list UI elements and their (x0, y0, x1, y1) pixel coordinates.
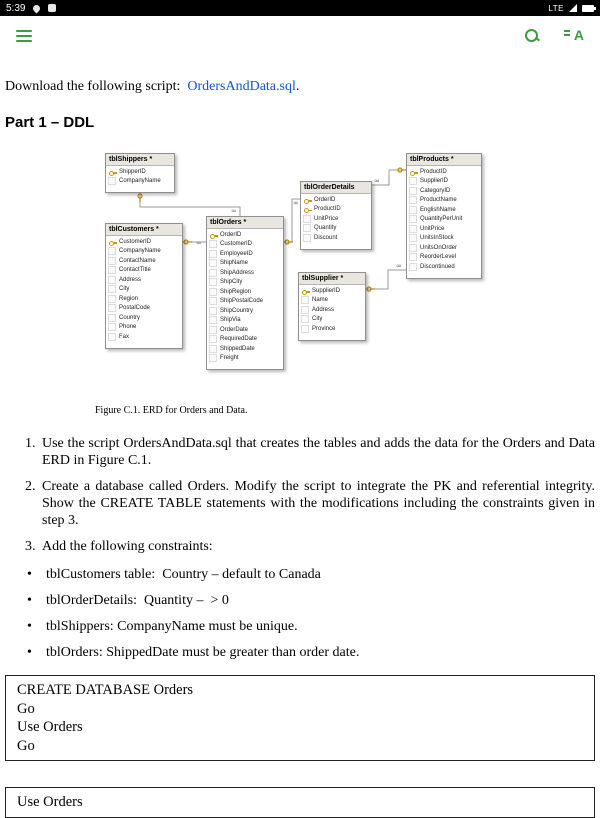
erd-field-row (301, 195, 371, 205)
sql-line: Use Orders (17, 719, 83, 735)
erd-entity-title: tblSupplier * (299, 273, 365, 285)
erd-field-row (207, 230, 283, 240)
svg-text:∞: ∞ (231, 207, 237, 215)
field-key-icon (409, 215, 417, 223)
field-key-icon (409, 168, 417, 176)
erd-field-name: ReorderLevel (420, 254, 457, 261)
erd-field-name: ProductID (314, 206, 341, 213)
erd-entity[interactable] (298, 272, 366, 341)
sql-line: Go (17, 737, 35, 754)
erd-field-row (407, 234, 481, 244)
erd-field-row (407, 177, 481, 187)
erd-field-row (106, 256, 182, 266)
search-icon[interactable] (524, 28, 540, 44)
field-key-icon (108, 247, 116, 255)
erd-entity-title: tblOrders * (207, 217, 283, 229)
erd-field-name: SupplierID (312, 287, 341, 294)
intro-text: Download the following script: (5, 79, 188, 94)
instruction-text: Add the following constraints: (42, 539, 213, 554)
erd-field-name: RequiredDate (220, 336, 258, 343)
erd-field-name: ShipPostalCode (220, 298, 264, 305)
erd-entity-title: tblOrderDetails (301, 182, 371, 194)
menu-icon[interactable] (16, 30, 32, 42)
field-key-icon (108, 257, 116, 265)
erd-field-row (207, 287, 283, 297)
intro-line (5, 78, 595, 95)
erd-field-name: Discontinued (420, 263, 455, 270)
erd-field-name: ProductID (420, 168, 447, 175)
network-type-label: LTE (548, 3, 564, 13)
field-key-icon (301, 315, 309, 323)
field-key-icon (303, 234, 311, 242)
constraint-item (27, 644, 595, 661)
svg-text:∞: ∞ (196, 239, 202, 247)
location-icon (32, 3, 42, 13)
part1-heading: Part 1 – DDL (5, 114, 95, 131)
erd-field-name: UnitsOnOrder (420, 244, 458, 251)
field-key-icon (409, 263, 417, 271)
field-key-icon (409, 253, 417, 261)
erd-field-row (106, 275, 182, 285)
erd-field-row (207, 335, 283, 345)
erd-field-row (106, 247, 182, 257)
constraint-text: • tblOrderDetails: Quantity – > 0 (46, 593, 229, 608)
erd-field-name: CustomerID (119, 238, 152, 245)
erd-field-name: ShippedDate (220, 345, 255, 352)
field-key-icon (209, 326, 217, 334)
erd-field-row (407, 262, 481, 272)
erd-field-row (207, 306, 283, 316)
instruction-text: Use the script OrdersAndData.sql that creates the tables and adds the data for the Orders and Data ERD in Figure C.1. (42, 436, 595, 468)
erd-field-row (106, 323, 182, 333)
instruction-text: Create a database called Orders. Modify the script to integrate the PK and referential integrity. Show the CREATE TABLE statements with the modifications including the constraints given in step 3. (42, 479, 595, 528)
erd-field-name: SupplierID (420, 178, 449, 185)
erd-field-name: OrderID (314, 196, 336, 203)
constraint-item (27, 566, 595, 583)
erd-field-name: PostalCode (119, 305, 151, 312)
erd-field-row (407, 196, 481, 206)
field-key-icon (303, 215, 311, 223)
field-key-icon (303, 205, 311, 213)
field-key-icon (209, 316, 217, 324)
erd-field-row (299, 315, 365, 325)
field-key-icon (108, 266, 116, 274)
erd-entity[interactable] (406, 153, 482, 279)
erd-field-row (207, 354, 283, 364)
erd-field-name: CompanyName (119, 248, 161, 255)
erd-field-name: ProductName (420, 197, 457, 204)
erd-field-name: City (119, 286, 130, 293)
field-key-icon (108, 333, 116, 341)
erd-entity[interactable] (206, 216, 284, 370)
figure-caption: Figure C.1. ERD for Orders and Data. (95, 405, 248, 416)
erd-field-name: ShipCountry (220, 307, 254, 314)
erd-field-row (301, 214, 371, 224)
erd-field-row (106, 285, 182, 295)
erd-field-row (106, 237, 182, 247)
erd-field-row (407, 205, 481, 215)
erd-field-name: Address (119, 276, 142, 283)
constraint-item (27, 592, 595, 609)
field-key-icon (209, 288, 217, 296)
erd-field-row (407, 243, 481, 253)
field-key-icon (409, 244, 417, 252)
sql-line: Go (17, 700, 35, 717)
sql-code-box-1 (5, 675, 595, 761)
erd-entity-title: tblCustomers * (106, 224, 182, 236)
field-key-icon (209, 278, 217, 286)
instruction-item (5, 478, 595, 529)
script-download-link[interactable]: OrdersAndData.sql (187, 79, 296, 94)
erd-field-row (407, 186, 481, 196)
erd-field-row (106, 167, 174, 177)
erd-field-name: Address (312, 306, 335, 313)
erd-field-row (207, 344, 283, 354)
field-key-icon (108, 238, 116, 246)
field-key-icon (409, 177, 417, 185)
erd-field-name: EmployeeID (220, 250, 253, 257)
field-key-icon (108, 285, 116, 293)
field-key-icon (409, 187, 417, 195)
erd-field-name: Quantity (314, 225, 337, 232)
field-key-icon (108, 276, 116, 284)
erd-field-name: UnitsInStock (420, 235, 454, 242)
erd-field-row (106, 266, 182, 276)
field-key-icon (301, 325, 309, 333)
field-key-icon (409, 206, 417, 214)
field-key-icon (108, 177, 116, 185)
erd-field-row (407, 253, 481, 263)
erd-field-name: City (312, 316, 323, 323)
font-settings-icon[interactable]: A (564, 27, 584, 44)
erd-field-name: Phone (119, 324, 137, 331)
erd-entity[interactable] (105, 223, 183, 349)
field-key-icon (108, 323, 116, 331)
svg-text:∞: ∞ (396, 262, 402, 270)
constraint-text: • tblShippers: CompanyName must be unique. (46, 619, 298, 634)
erd-field-name: ShipperID (119, 168, 146, 175)
field-key-icon (209, 269, 217, 277)
intro-suffix: . (295, 79, 300, 94)
erd-entity[interactable] (105, 153, 175, 193)
erd-field-row (207, 316, 283, 326)
instruction-number: 2. (25, 479, 36, 494)
sql-line: CREATE DATABASE Orders (17, 682, 194, 698)
erd-field-name: Region (119, 295, 139, 302)
instruction-list (5, 435, 595, 555)
erd-field-row (106, 304, 182, 314)
field-key-icon (209, 259, 217, 267)
sql-line: Use Orders (17, 794, 83, 810)
svg-text:∞: ∞ (293, 199, 299, 207)
erd-field-row (299, 324, 365, 334)
erd-field-name: Country (119, 314, 141, 321)
erd-field-name: UnitPrice (420, 225, 445, 232)
erd-field-row (106, 332, 182, 342)
erd-entity-title: tblShippers * (106, 154, 174, 166)
erd-field-name: Province (312, 325, 336, 332)
erd-field-row (301, 224, 371, 234)
constraint-text: • tblOrders: ShippedDate must be greater than order date. (46, 645, 360, 660)
erd-field-name: EnglishName (420, 206, 456, 213)
erd-field-name: ShipAddress (220, 269, 255, 276)
erd-field-row (207, 259, 283, 269)
erd-field-name: ContactTitle (119, 267, 151, 274)
field-key-icon (108, 304, 116, 312)
erd-entity-title: tblProducts * (407, 154, 481, 166)
field-key-icon (409, 196, 417, 204)
erd-field-name: CompanyName (119, 178, 161, 185)
erd-field-row (299, 286, 365, 296)
erd-field-row (299, 296, 365, 306)
svg-text:∞: ∞ (374, 177, 380, 185)
field-key-icon (409, 225, 417, 233)
erd-field-name: CategoryID (420, 187, 451, 194)
constraint-list (5, 566, 595, 661)
erd-field-row (106, 177, 174, 187)
erd-field-row (106, 313, 182, 323)
erd-field-row (106, 294, 182, 304)
instruction-number: 1. (25, 436, 36, 451)
field-key-icon (209, 335, 217, 343)
erd-field-name: Fax (119, 333, 130, 340)
battery-icon (582, 5, 594, 12)
erd-field-row (407, 167, 481, 177)
document-page (0, 78, 600, 818)
erd-field-name: QuantityPerUnit (420, 216, 463, 223)
erd-field-row (301, 205, 371, 215)
erd-field-name: CustomerID (220, 241, 253, 248)
erd-field-row (407, 215, 481, 225)
erd-field-row (207, 278, 283, 288)
instruction-number: 3. (25, 539, 36, 554)
field-key-icon (303, 224, 311, 232)
clock: 5:39 (6, 2, 26, 14)
erd-field-name: UnitPrice (314, 215, 339, 222)
field-key-icon (108, 295, 116, 303)
erd-field-name: Discount (314, 234, 338, 241)
field-key-icon (301, 287, 309, 295)
field-key-icon (209, 345, 217, 353)
erd-field-row (207, 325, 283, 335)
instruction-item (5, 538, 595, 555)
field-key-icon (209, 297, 217, 305)
field-key-icon (301, 306, 309, 314)
erd-field-name: ShipName (220, 260, 249, 267)
field-key-icon (303, 196, 311, 204)
erd-field-name: ContactName (119, 257, 156, 264)
app-toolbar (0, 16, 600, 55)
erd-diagram (5, 139, 595, 389)
sql-code-box-2 (5, 787, 595, 818)
erd-field-name: ShipCity (220, 279, 243, 286)
constraint-item (27, 618, 595, 635)
instruction-item (5, 435, 595, 469)
field-key-icon (409, 234, 417, 242)
erd-connectors (5, 139, 595, 389)
erd-field-name: Freight (220, 355, 239, 362)
erd-field-name: ShipRegion (220, 288, 252, 295)
field-key-icon (209, 231, 217, 239)
field-key-icon (209, 240, 217, 248)
erd-field-row (301, 233, 371, 243)
field-key-icon (108, 314, 116, 322)
field-key-icon (209, 250, 217, 258)
erd-field-row (207, 297, 283, 307)
field-key-icon (301, 296, 309, 304)
erd-field-row (207, 268, 283, 278)
erd-field-name: Name (312, 297, 329, 304)
constraint-text: • tblCustomers table: Country – default to Canada (46, 567, 321, 582)
erd-field-row (407, 224, 481, 234)
status-bar (0, 0, 600, 16)
erd-field-name: OrderID (220, 231, 242, 238)
field-key-icon (209, 354, 217, 362)
erd-field-name: ShipVia (220, 317, 241, 324)
erd-field-row (207, 249, 283, 259)
erd-field-row (207, 240, 283, 250)
field-key-icon (209, 307, 217, 315)
erd-field-name: OrderDate (220, 326, 249, 333)
field-key-icon (108, 168, 116, 176)
erd-field-row (299, 305, 365, 315)
signal-icon (569, 4, 577, 12)
notification-icon (48, 4, 56, 12)
erd-entity[interactable] (300, 181, 372, 250)
